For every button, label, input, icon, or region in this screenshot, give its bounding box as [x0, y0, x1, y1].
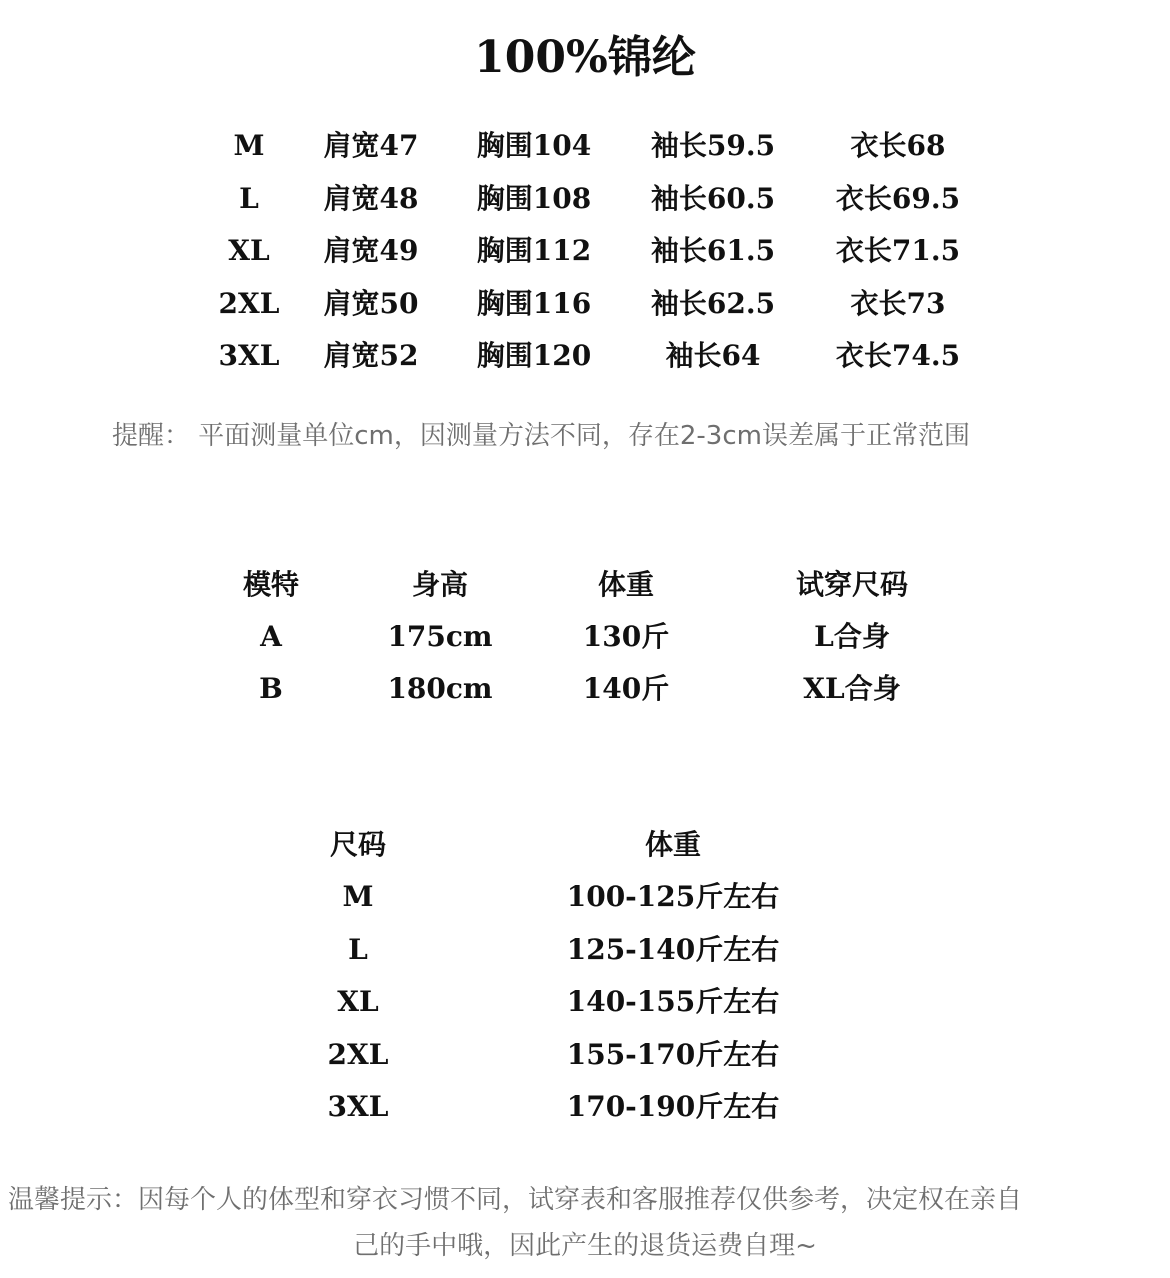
- model-fit-size: L合身: [814, 620, 890, 653]
- garment-length: 衣长69.5: [835, 182, 961, 215]
- header-model: 模特: [242, 568, 299, 601]
- weight-range: 155-170斤左右: [566, 1038, 780, 1071]
- weight-range: 170-190斤左右: [566, 1090, 780, 1123]
- header-fit-size: 试穿尺码: [795, 568, 908, 601]
- model-height: 175cm: [387, 620, 493, 653]
- shoulder-width: 肩宽48: [323, 182, 419, 215]
- size-label: 2XL: [218, 287, 280, 320]
- chest-circumference: 胸围120: [476, 339, 592, 372]
- size-label: XL: [228, 234, 270, 267]
- shoulder-width: 肩宽50: [323, 287, 419, 320]
- size-label: 2XL: [327, 1038, 389, 1071]
- chest-circumference: 胸围108: [476, 182, 592, 215]
- header-weight: 体重: [644, 828, 701, 861]
- sleeve-length: 袖长62.5: [650, 287, 776, 320]
- model-weight: 140斤: [582, 672, 670, 705]
- page-title: 100%锦纶: [474, 32, 696, 83]
- chest-circumference: 胸围116: [476, 287, 592, 320]
- weight-range: 100-125斤左右: [566, 880, 780, 913]
- sleeve-length: 袖长59.5: [650, 129, 776, 162]
- size-label: L: [239, 182, 259, 215]
- size-label: M: [233, 129, 265, 162]
- garment-length: 衣长71.5: [835, 234, 961, 267]
- shoulder-width: 肩宽52: [323, 339, 419, 372]
- sleeve-length: 袖长60.5: [650, 182, 776, 215]
- size-label: 3XL: [327, 1090, 389, 1123]
- weight-range: 125-140斤左右: [566, 933, 780, 966]
- warm-tip-line-1: 温馨提示：因每个人的体型和穿衣习惯不同，试穿表和客服推荐仅供参考，决定权在亲自: [8, 1185, 1023, 1215]
- model-height: 180cm: [387, 672, 493, 705]
- sleeve-length: 袖长64: [665, 339, 761, 372]
- warm-tip-line-2: 己的手中哦，因此产生的退货运费自理~: [353, 1231, 817, 1261]
- size-label: M: [342, 880, 374, 913]
- garment-length: 衣长74.5: [835, 339, 961, 372]
- sleeve-length: 袖长61.5: [650, 234, 776, 267]
- chest-circumference: 胸围104: [476, 129, 592, 162]
- header-weight: 体重: [597, 568, 654, 601]
- shoulder-width: 肩宽47: [323, 129, 419, 162]
- weight-range: 140-155斤左右: [566, 985, 780, 1018]
- model-fit-size: XL合身: [803, 672, 901, 705]
- size-label: 3XL: [218, 339, 280, 372]
- model-name: B: [259, 672, 283, 705]
- measurement-note: 提醒： 平面测量单位cm，因测量方法不同，存在2-3cm误差属于正常范围: [112, 421, 970, 451]
- garment-length: 衣长68: [850, 129, 946, 162]
- header-height: 身高: [411, 568, 468, 601]
- model-name: A: [260, 620, 282, 653]
- garment-length: 衣长73: [850, 287, 946, 320]
- model-weight: 130斤: [582, 620, 670, 653]
- size-label: XL: [337, 985, 379, 1018]
- chest-circumference: 胸围112: [476, 234, 592, 267]
- size-label: L: [348, 933, 368, 966]
- shoulder-width: 肩宽49: [323, 234, 419, 267]
- header-size: 尺码: [329, 828, 386, 861]
